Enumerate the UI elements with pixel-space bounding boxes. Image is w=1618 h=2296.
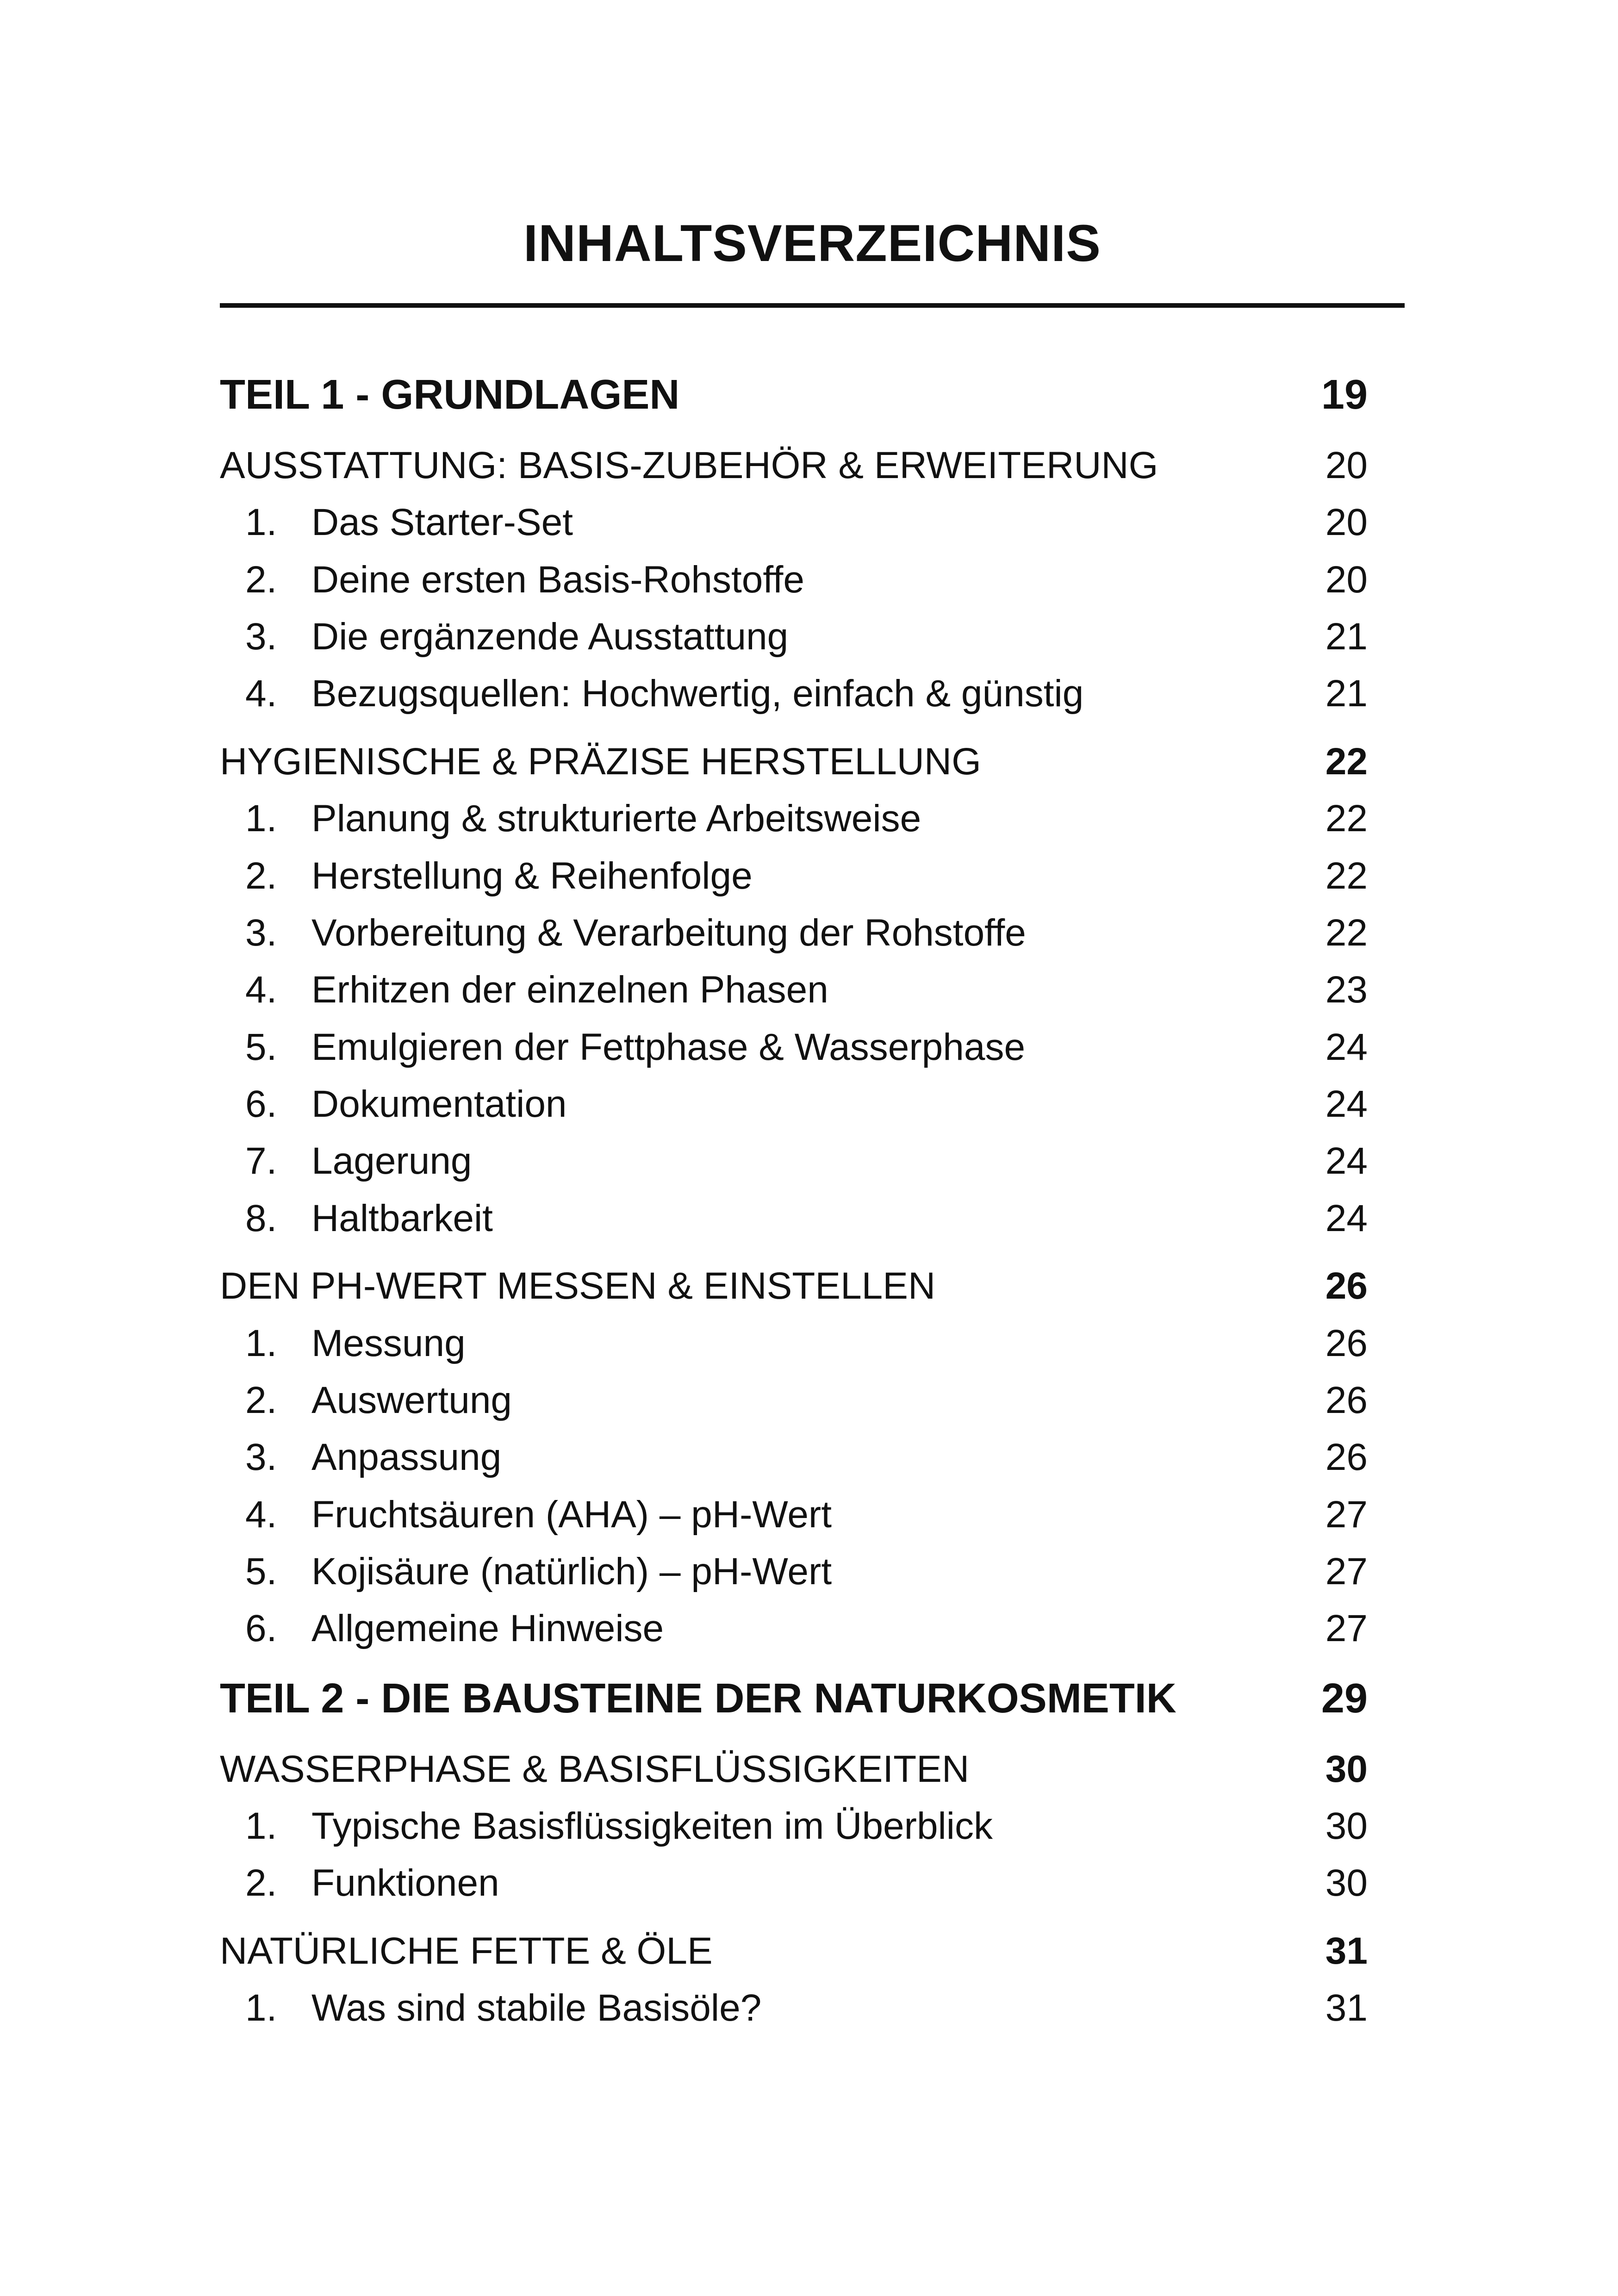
toc-item-number: 1. — [245, 1805, 277, 1847]
toc-item-title: Erhitzen der einzelnen Phasen — [311, 969, 828, 1011]
toc-part-row — [220, 1675, 1368, 1738]
toc-item-row — [220, 1550, 1368, 1613]
toc-chapter-title: NATÜRLICHE FETTE & ÖLE — [220, 1930, 713, 1972]
toc-page-number: 21 — [1325, 672, 1368, 715]
toc-item-row — [220, 1028, 1368, 1089]
toc-page-number: 20 — [1325, 444, 1368, 486]
toc-chapter-row — [220, 1750, 1368, 1811]
toc-item-title: Bezugsquellen: Hochwertig, einfach & günstig — [311, 672, 1084, 715]
toc-page-number: 30 — [1325, 1862, 1368, 1904]
toc-chapter-row — [220, 444, 1368, 507]
toc-item-row — [220, 1989, 1368, 2049]
toc-page-number: 31 — [1325, 1987, 1368, 2029]
toc-item-title: Haltbarkeit — [311, 1197, 493, 1239]
toc-chapter-title: AUSSTATTUNG: BASIS-ZUBEHÖR & ERWEITERUNG — [220, 444, 1158, 486]
toc-part-title: TEIL 2 - DIE BAUSTEINE DER NATURKOSMETIK — [220, 1675, 1176, 1722]
toc-item-row — [220, 501, 1368, 564]
toc-item-row — [220, 561, 1368, 621]
toc-item-number: 1. — [245, 501, 277, 543]
toc-chapter-row — [220, 1267, 1368, 1327]
toc-item-number: 1. — [245, 1322, 277, 1364]
toc-item-number: 2. — [245, 559, 277, 601]
toc-item-number: 5. — [245, 1026, 277, 1068]
toc-page-number: 26 — [1325, 1436, 1368, 1478]
toc-item-number: 7. — [245, 1140, 277, 1182]
toc-page-number: 26 — [1325, 1379, 1368, 1421]
toc-page-number: 26 — [1325, 1322, 1368, 1364]
toc-chapter-row — [220, 1932, 1368, 1992]
toc-item-title: Kojisäure (natürlich) – pH-Wert — [311, 1550, 832, 1593]
toc-item-title: Was sind stabile Basisöle? — [311, 1987, 762, 2029]
toc-item-number: 2. — [245, 855, 277, 897]
page-title: INHALTSVERZEICHNIS — [523, 214, 1101, 272]
toc-page-number: 23 — [1325, 969, 1368, 1011]
toc-chapter-title: DEN PH-WERT MESSEN & EINSTELLEN — [220, 1265, 936, 1307]
toc-item-number: 4. — [245, 1493, 277, 1536]
toc-item-number: 3. — [245, 616, 277, 658]
toc-item-title: Fruchtsäuren (AHA) – pH-Wert — [311, 1493, 832, 1536]
toc-item-title: Emulgieren der Fettphase & Wasserphase — [311, 1026, 1026, 1068]
toc-page-number: 20 — [1325, 501, 1368, 543]
toc-item-number: 6. — [245, 1607, 277, 1649]
toc-item-row — [220, 797, 1368, 860]
toc-item-row — [220, 857, 1368, 917]
toc-item-title: Allgemeine Hinweise — [311, 1607, 664, 1649]
toc-item-title: Typische Basisflüssigkeiten im Überblick — [311, 1805, 993, 1847]
toc-chapter-title: HYGIENISCHE & PRÄZISE HERSTELLUNG — [220, 740, 981, 783]
toc-item-title: Herstellung & Reihenfolge — [311, 855, 753, 897]
toc-page-number: 29 — [1321, 1675, 1368, 1722]
toc-item-row — [220, 1493, 1368, 1556]
toc-page-number: 22 — [1325, 855, 1368, 897]
toc-item-number: 1. — [245, 797, 277, 840]
toc-item-number: 6. — [245, 1083, 277, 1125]
toc-page-number: 27 — [1325, 1607, 1368, 1649]
toc-item-title: Planung & strukturierte Arbeitsweise — [311, 797, 921, 840]
toc-page-number: 30 — [1325, 1748, 1368, 1790]
toc-item-row — [220, 618, 1368, 678]
toc-item-row — [220, 1142, 1368, 1202]
toc-chapter-row — [220, 740, 1368, 803]
toc-page-number: 22 — [1325, 912, 1368, 954]
toc-page-number: 24 — [1325, 1083, 1368, 1125]
toc-item-row — [220, 1381, 1368, 1442]
toc-item-number: 5. — [245, 1550, 277, 1593]
toc-page-number: 22 — [1325, 740, 1368, 783]
toc-item-number: 8. — [245, 1197, 277, 1239]
toc-item-number: 2. — [245, 1379, 277, 1421]
toc-chapter-title: WASSERPHASE & BASISFLÜSSIGKEITEN — [220, 1748, 970, 1790]
toc-item-row — [220, 672, 1368, 735]
toc-item-title: Dokumentation — [311, 1083, 567, 1125]
toc-page-number: 30 — [1325, 1805, 1368, 1847]
toc-item-number: 3. — [245, 1436, 277, 1478]
toc-item-number: 1. — [245, 1987, 277, 2029]
toc-part-row — [220, 374, 1368, 434]
toc-item-title: Lagerung — [311, 1140, 472, 1182]
toc-item-number: 4. — [245, 672, 277, 715]
title-divider — [220, 303, 1405, 308]
toc-page-number: 27 — [1325, 1493, 1368, 1536]
toc-item-title: Funktionen — [311, 1862, 499, 1904]
toc-page-number: 31 — [1325, 1930, 1368, 1972]
toc-item-number: 4. — [245, 969, 277, 1011]
toc-item-number: 3. — [245, 912, 277, 954]
toc-item-title: Die ergänzende Ausstattung — [311, 616, 789, 658]
toc-item-row — [220, 1864, 1368, 1924]
toc-page-number: 24 — [1325, 1197, 1368, 1239]
toc-page-number: 27 — [1325, 1550, 1368, 1593]
toc-item-row — [220, 1438, 1368, 1499]
toc-item-title: Deine ersten Basis-Rohstoffe — [311, 559, 805, 601]
toc-item-title: Messung — [311, 1322, 466, 1364]
toc-page-number: 26 — [1325, 1265, 1368, 1307]
toc-page-number: 20 — [1325, 559, 1368, 601]
toc-item-title: Auswertung — [311, 1379, 512, 1421]
toc-item-row — [220, 1322, 1368, 1385]
toc-item-row — [220, 1607, 1368, 1670]
toc-page-number: 21 — [1325, 616, 1368, 658]
toc-item-number: 2. — [245, 1862, 277, 1904]
toc-page-number: 22 — [1325, 797, 1368, 840]
toc-page-number: 19 — [1321, 372, 1368, 418]
toc-item-title: Anpassung — [311, 1436, 502, 1478]
toc-page-number: 24 — [1325, 1140, 1368, 1182]
toc-item-row — [220, 914, 1368, 974]
toc-item-row — [220, 971, 1368, 1031]
toc-part-title: TEIL 1 - GRUNDLAGEN — [220, 372, 680, 418]
toc-item-title: Das Starter-Set — [311, 501, 573, 543]
toc-item-row — [220, 1085, 1368, 1145]
toc-item-row — [220, 1197, 1368, 1260]
toc-item-title: Vorbereitung & Verarbeitung der Rohstoffe — [311, 912, 1026, 954]
toc-item-row — [220, 1807, 1368, 1867]
toc-page-number: 24 — [1325, 1026, 1368, 1068]
